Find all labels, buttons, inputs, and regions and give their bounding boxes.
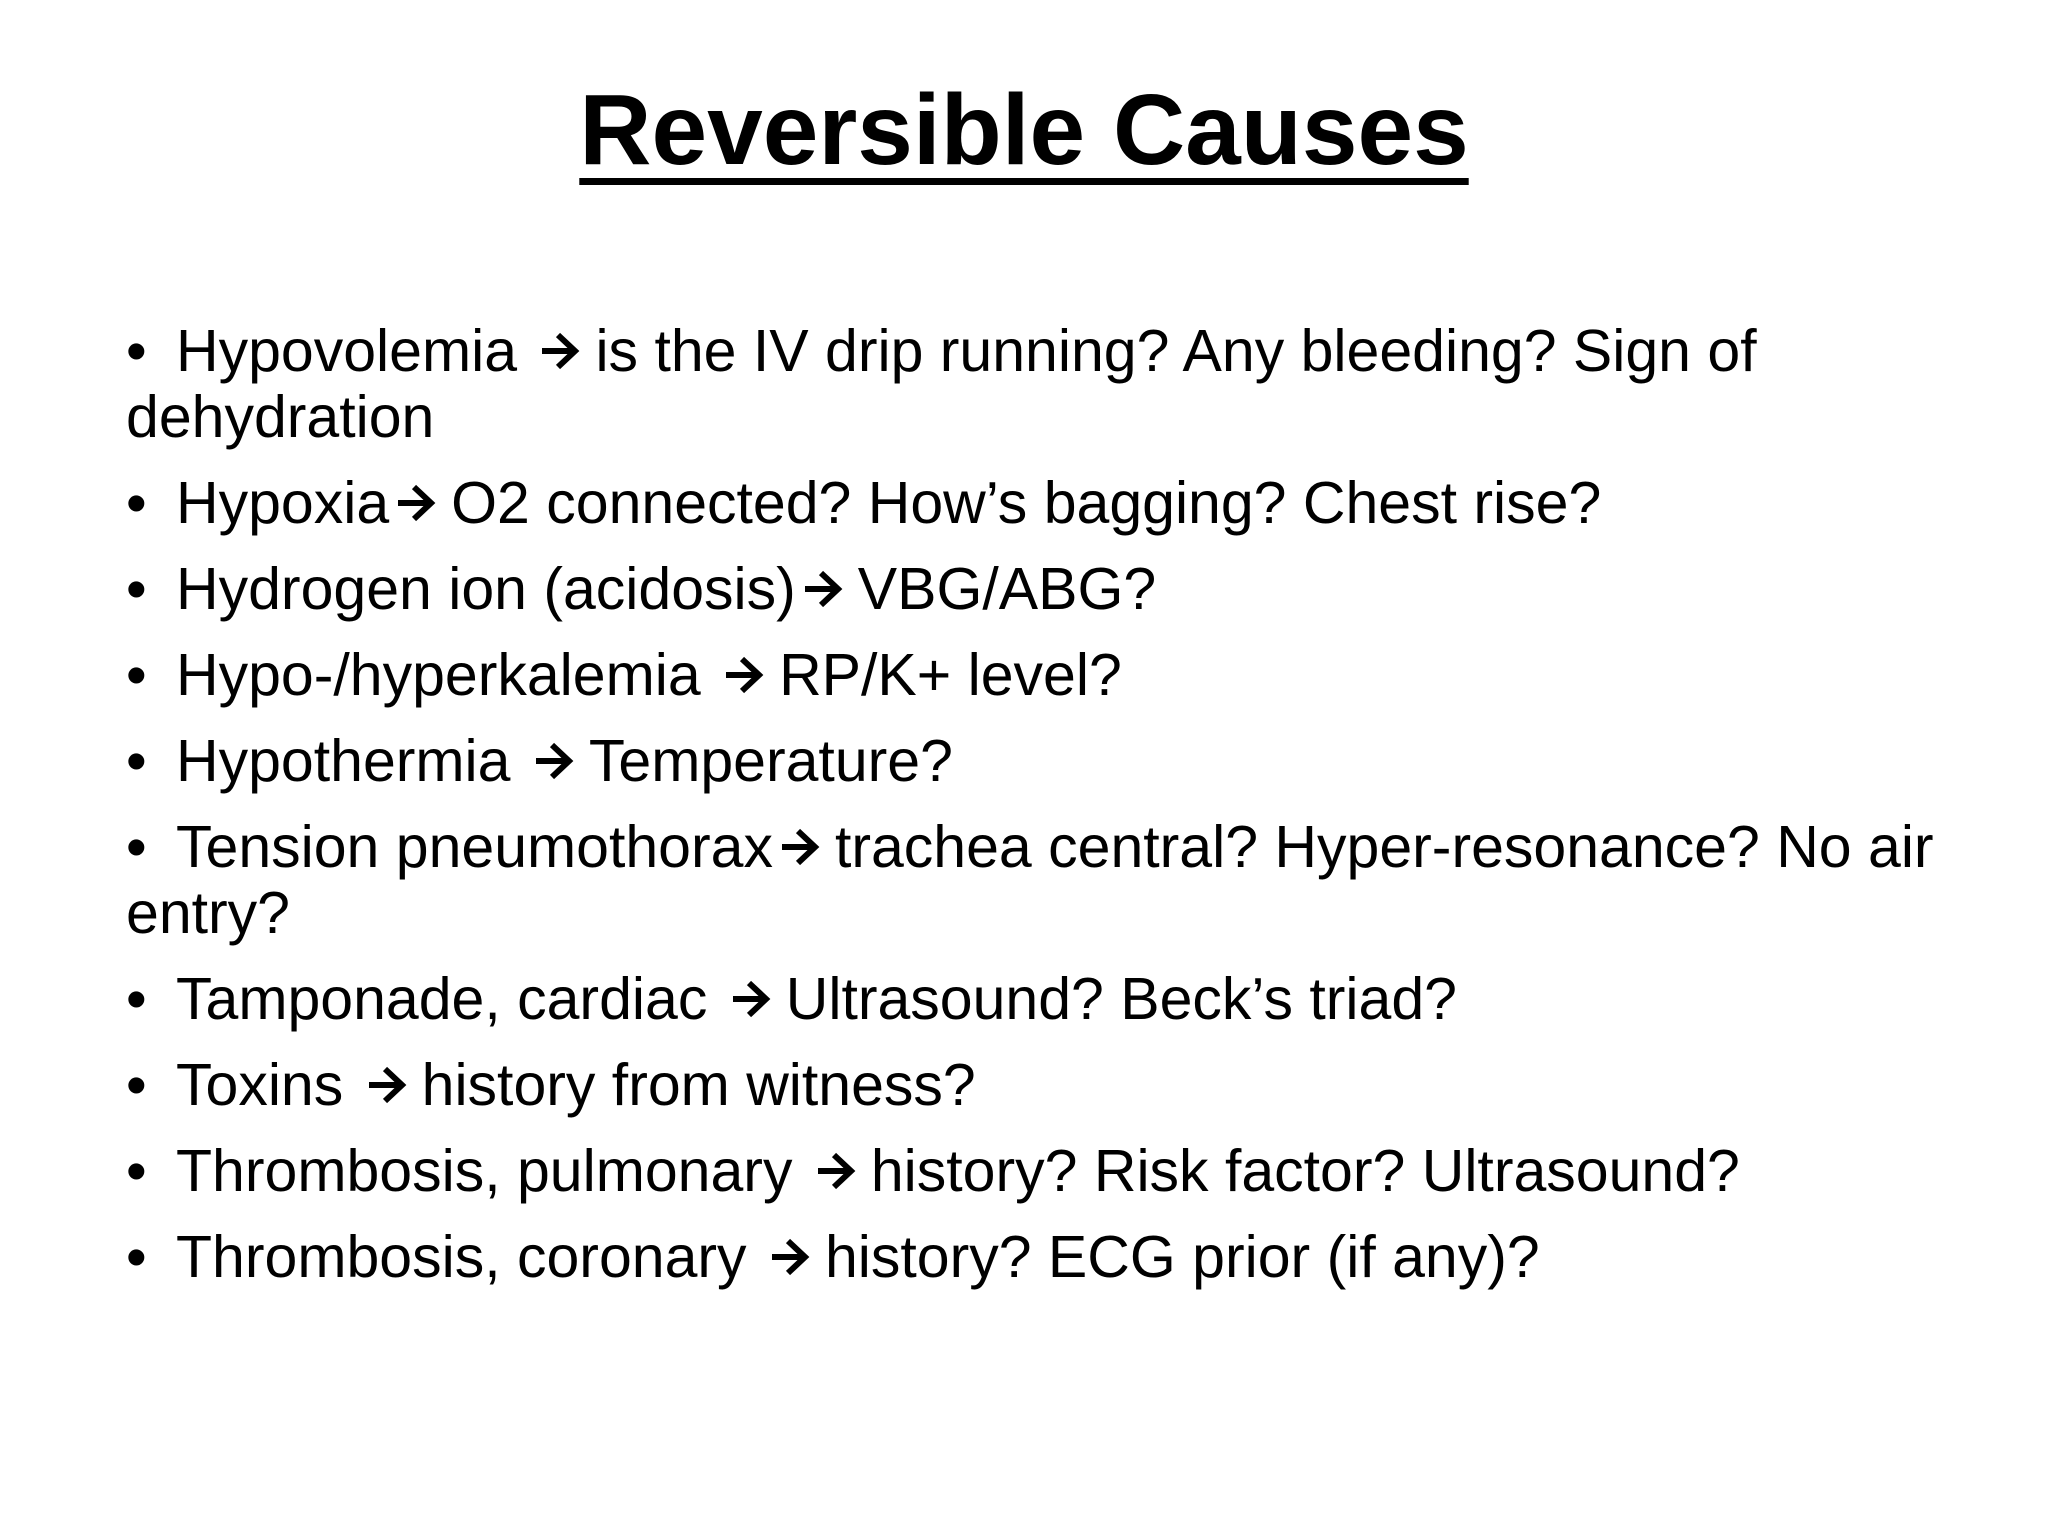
list-item bbox=[126, 728, 1966, 794]
list-item bbox=[126, 556, 1966, 622]
bullet-dot: • bbox=[126, 814, 147, 880]
right-arrow-icon bbox=[779, 825, 821, 869]
list-item bbox=[126, 814, 1966, 946]
cause-label: Hydrogen ion (acidosis) bbox=[176, 556, 796, 622]
bullet-dot: • bbox=[126, 318, 147, 384]
check-text: history? ECG prior (if any)? bbox=[824, 1224, 1540, 1290]
check-text: O2 connected? How’s bagging? Chest rise? bbox=[451, 470, 1602, 536]
right-arrow-icon bbox=[769, 1235, 811, 1279]
check-text: Ultrasound? Beck’s triad? bbox=[785, 966, 1457, 1032]
right-arrow-icon bbox=[815, 1149, 857, 1193]
slide-title: Reversible Causes bbox=[579, 74, 1469, 186]
list-item bbox=[126, 1224, 1966, 1290]
list-item bbox=[126, 470, 1966, 536]
list-item bbox=[126, 642, 1966, 708]
cause-label: Hypothermia bbox=[176, 728, 511, 794]
bullet-list bbox=[126, 318, 1966, 1310]
bullet-dot: • bbox=[126, 1138, 147, 1204]
right-arrow-icon bbox=[366, 1063, 408, 1107]
cause-label: Thrombosis, coronary bbox=[176, 1224, 747, 1290]
cause-label: Hypovolemia bbox=[176, 318, 518, 384]
check-text: is the IV drip running? Any bleeding? Sign of dehydration bbox=[126, 318, 1757, 450]
bullet-dot: • bbox=[126, 556, 147, 622]
right-arrow-icon bbox=[802, 567, 844, 611]
right-arrow-icon bbox=[395, 481, 437, 525]
bullet-dot: • bbox=[126, 728, 147, 794]
bullet-dot: • bbox=[126, 966, 147, 1032]
cause-label: Toxins bbox=[176, 1052, 344, 1118]
list-item bbox=[126, 318, 1966, 450]
cause-label: Tension pneumothorax bbox=[176, 814, 773, 880]
right-arrow-icon bbox=[723, 653, 765, 697]
bullet-dot: • bbox=[126, 1052, 147, 1118]
check-text: trachea central? Hyper-resonance? No air entry? bbox=[126, 814, 1934, 946]
bullet-dot: • bbox=[126, 1224, 147, 1290]
right-arrow-icon bbox=[539, 329, 581, 373]
check-text: history from witness? bbox=[421, 1052, 976, 1118]
list-item bbox=[126, 966, 1966, 1032]
cause-label: Thrombosis, pulmonary bbox=[176, 1138, 793, 1204]
cause-label: Hypo-/hyperkalemia bbox=[176, 642, 701, 708]
cause-label: Hypoxia bbox=[176, 470, 390, 536]
right-arrow-icon bbox=[730, 977, 772, 1021]
check-text: history? Risk factor? Ultrasound? bbox=[870, 1138, 1740, 1204]
check-text: VBG/ABG? bbox=[857, 556, 1157, 622]
bullet-dot: • bbox=[126, 642, 147, 708]
cause-label: Tamponade, cardiac bbox=[176, 966, 708, 1032]
bullet-dot: • bbox=[126, 470, 147, 536]
check-text: Temperature? bbox=[588, 728, 953, 794]
list-item bbox=[126, 1138, 1966, 1204]
check-text: RP/K+ level? bbox=[779, 642, 1122, 708]
list-item bbox=[126, 1052, 1966, 1118]
right-arrow-icon bbox=[533, 739, 575, 783]
